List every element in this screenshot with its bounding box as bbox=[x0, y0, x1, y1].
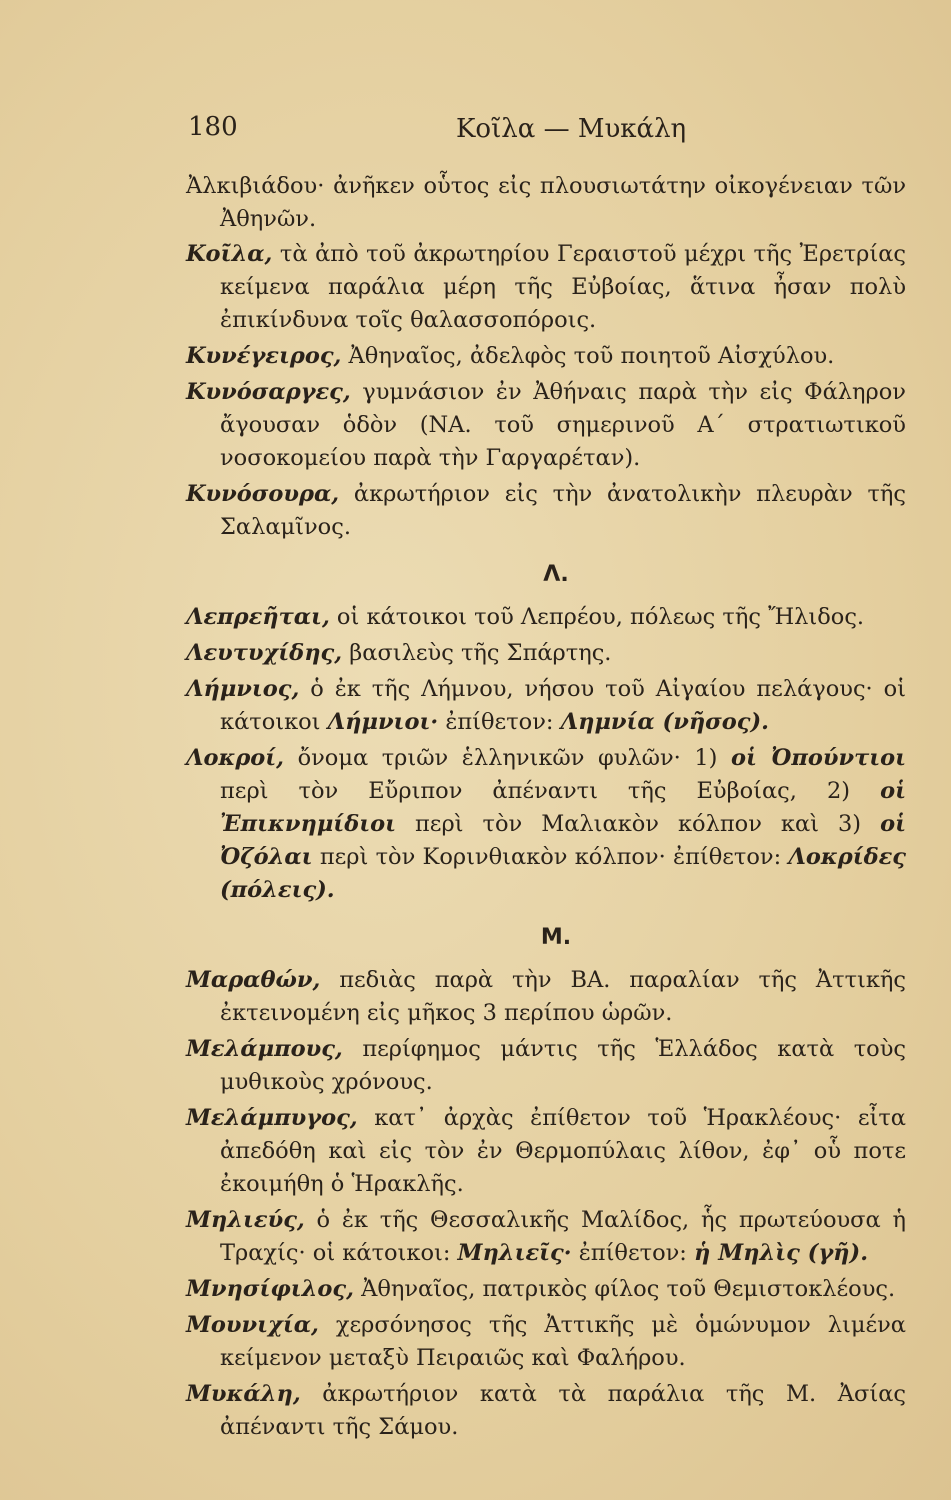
running-title: Κοῖλα — Μυκάλη bbox=[456, 114, 687, 144]
section-letter-lambda: Λ. bbox=[543, 562, 569, 587]
entry-leutychidis: Λευτυχίδης, βασιλεὺς τῆς Σπάρτης. bbox=[186, 640, 612, 666]
headword: Κυνέγειρος, bbox=[186, 343, 342, 369]
headword: Κυνόσουρα, bbox=[186, 481, 340, 507]
entry-kynosarges: Κυνόσαργες, γυμνάσιον ἐν Ἀθήναις παρὰ τὴν εἰς Φάληρον ἄγουσαν ὁδὸν (ΝΑ. τοῦ σημερινοῦ Α΄ στρατιωτικοῦ νοσοκομείου παρὰ τὴν Γαργαρέταν). bbox=[186, 379, 906, 471]
entry-kynosoura: Κυνόσουρα, ἀκρωτήριον εἰς τὴν ἀνατολικὴν πλευρὰν τῆς Σαλαμῖνος. bbox=[186, 481, 906, 540]
headword: Μελάμπους, bbox=[186, 1036, 343, 1062]
headword: Μελάμπυγος, bbox=[186, 1105, 358, 1131]
entry-mnesiphilos: Μνησίφιλος, Ἀθηναῖος, πατρικὸς φίλος τοῦ Θεμιστοκλέους. bbox=[186, 1276, 896, 1302]
entry-melieus: Μηλιεύς, ὁ ἐκ τῆς Θεσσαλικῆς Μαλίδος, ἧς πρωτεύουσα ἡ Τραχίς· οἱ κάτοικοι: Μηλιεῖς· ἐπίθετον: ἡ Μηλὶς (γῆ). bbox=[186, 1207, 906, 1266]
page-header bbox=[188, 112, 908, 152]
entry-melampous: Μελάμπους, περίφημος μάντις τῆς Ἑλλάδος κατὰ τοὺς μυθικοὺς χρόνους. bbox=[186, 1036, 906, 1095]
entry-melampygos: Μελάμπυγος, κατ᾽ ἀρχὰς ἐπίθετον τοῦ Ἡρακλέους· εἶτα ἀπεδόθη καὶ εἰς τὸν ἐν Θερμοπύλαις λίθον, ἐφ᾽ οὗ ποτε ἐκοιμήθη ὁ Ἡρακλῆς. bbox=[186, 1105, 906, 1197]
headword: Λεπρεῆται, bbox=[186, 604, 330, 630]
entry-lepreatai: Λεπρεῆται, οἱ κάτοικοι τοῦ Λεπρέου, πόλεως τῆς Ἤλιδος. bbox=[186, 604, 865, 630]
headword: Μυκάλη, bbox=[186, 1381, 301, 1407]
entry-limnios: Λήμνιος, ὁ ἐκ τῆς Λήμνου, νήσου τοῦ Αἰγαίου πελάγους· οἱ κάτοικοι Λήμνιοι· ἐπίθετον: Λημνία (νῆσος). bbox=[186, 676, 906, 735]
headword: Κυνόσαργες, bbox=[186, 379, 351, 405]
headword: Μνησίφιλος, bbox=[186, 1276, 354, 1302]
entry-marathon: Μαραθών, πεδιὰς παρὰ τὴν ΒΑ. παραλίαν τῆς Ἀττικῆς ἐκτεινομένη εἰς μῆκος 3 περίπου ὡρῶν. bbox=[186, 967, 906, 1026]
headword: Λευτυχίδης, bbox=[186, 640, 343, 666]
entry-koila: Κοῖλα, τὰ ἀπὸ τοῦ ἀκρωτηρίου Γεραιστοῦ μέχρι τῆς Ἐρετρίας κείμενα παράλια μέρη τῆς Εὐβοίας, ἅτινα ἦσαν πολὺ ἐπικίνδυνα τοῖς θαλασσοπόροις. bbox=[186, 241, 906, 333]
headword: Λοκροί, bbox=[186, 745, 285, 771]
entry-lokroi: Λοκροί, ὄνομα τριῶν ἑλληνικῶν φυλῶν· 1) οἱ Ὀπούντιοι περὶ τὸν Εὔριπον ἀπέναντι τῆς Εὐβοίας, 2) οἱ Ἐπικνημίδιοι περὶ τὸν Μαλιακὸν κόλπον καὶ 3) οἱ Ὀζόλαι περὶ τὸν Κορινθιακὸν κόλπον· ἐπίθετον: Λοκρίδες (πόλεις). bbox=[186, 745, 906, 903]
entry-kynegeiros: Κυνέγειρος, Ἀθηναῖος, ἀδελφὸς τοῦ ποιητοῦ Αἰσχύλου. bbox=[186, 343, 835, 369]
dictionary-body bbox=[186, 170, 906, 1447]
headword: Κοῖλα, bbox=[186, 241, 273, 267]
headword: Λήμνιος, bbox=[186, 676, 300, 702]
entry-mykale: Μυκάλη, ἀκρωτήριον κατὰ τὰ παράλια τῆς Μ. Ἀσίας ἀπέναντι τῆς Σάμου. bbox=[186, 1381, 906, 1440]
headword: Μαραθών, bbox=[186, 967, 321, 993]
entry-mounychia: Μουνιχία, χερσόνησος τῆς Ἀττικῆς μὲ ὁμώνυμον λιμένα κείμενον μεταξὺ Πειραιῶς καὶ Φαλήρου. bbox=[186, 1312, 906, 1371]
continuation-text: Ἀλκιβιάδου· ἀνῆκεν οὗτος εἰς πλουσιωτάτην οἰκογένειαν τῶν Ἀθηνῶν. bbox=[186, 173, 906, 232]
page-number: 180 bbox=[188, 112, 238, 142]
headword: Μουνιχία, bbox=[186, 1312, 319, 1338]
headword: Μηλιεύς, bbox=[186, 1207, 305, 1233]
section-letter-mu: Μ. bbox=[540, 925, 572, 950]
